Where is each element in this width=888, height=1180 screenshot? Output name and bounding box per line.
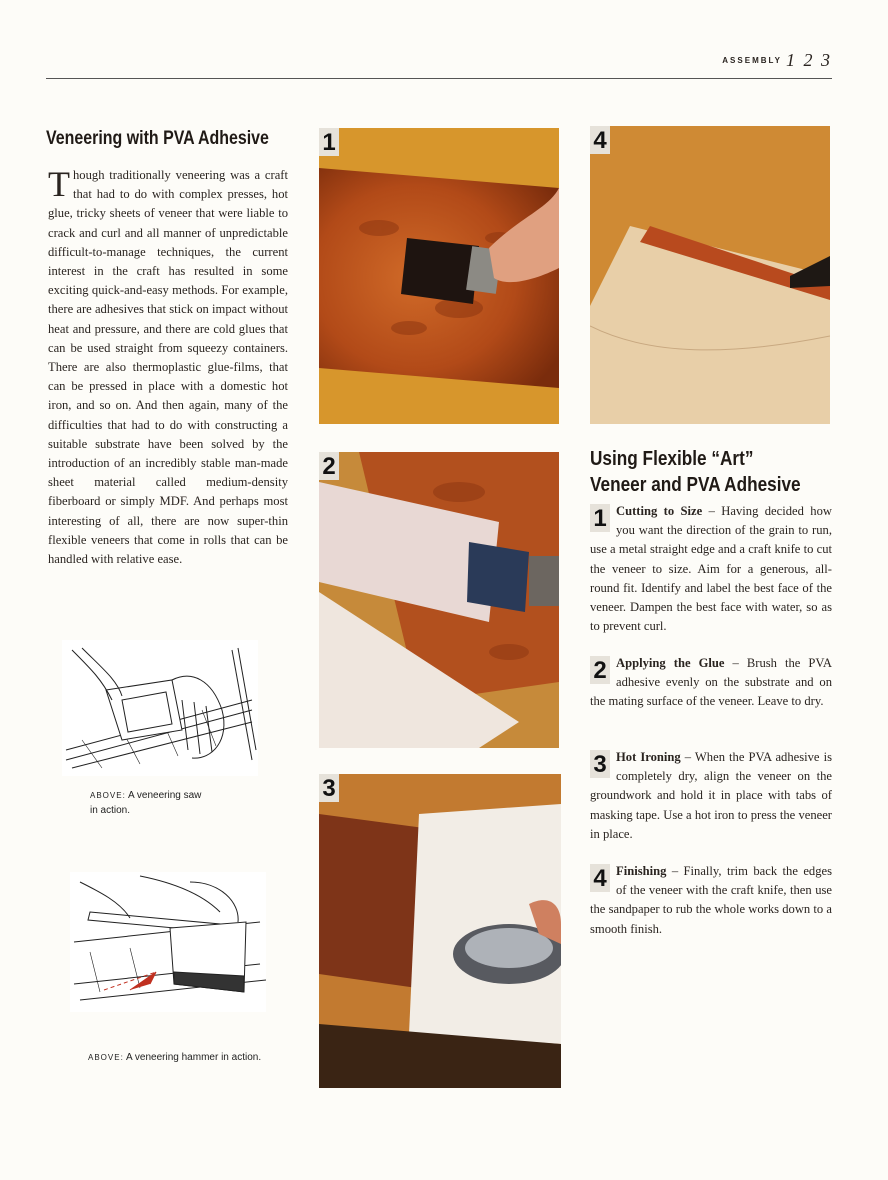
step-3: [590, 748, 832, 844]
step-number: 3: [590, 750, 610, 778]
step-text: – When the PVA adhesive is completely dry, align the veneer on the groundwork and hold it in place with tabs of masking tape. Use a hot iron to press the veneer in place.: [590, 750, 832, 841]
hammer-caption: ABOVE: A veneering hammer in action.: [88, 1052, 262, 1063]
photo-number: 1: [319, 128, 339, 156]
step-number: 1: [590, 504, 610, 532]
step-heading: Applying the Glue: [616, 656, 725, 670]
step-photo-4: [590, 126, 830, 424]
step-4: [590, 862, 832, 939]
step-photo-2: [319, 452, 559, 748]
saw-caption: ABOVE: A veneering saw in action.: [90, 790, 202, 816]
step-2: [590, 654, 832, 712]
step-photo-3: [319, 774, 561, 1088]
step-number: 4: [590, 864, 610, 892]
section-name: ASSEMBLY: [722, 56, 782, 65]
photo-number: 2: [319, 452, 339, 480]
step-number: 2: [590, 656, 610, 684]
step-photo-1: [319, 128, 559, 424]
step-heading: Cutting to Size: [616, 504, 703, 518]
photo-number: 3: [319, 774, 339, 802]
photo-number: 4: [590, 126, 610, 154]
step-text: – Finally, trim back the edges of the veneer with the craft knife, then use the sandpaper to rub the whole works down to a smooth finish.: [590, 864, 832, 936]
page-header: [46, 50, 832, 79]
intro-text: hough traditionally veneering was a craft that had to do with complex presses, hot glue, tricky sheets of veneer that were liable to crack and curl and all manner of unpredictable difficult-to-manage techniques, the current interest in the craft has resulted in some exciting quick-and-easy methods. For example, there are adhesives that stick on impact without heat and pressure, and there are cold glues that can be used straight from squeezy containers. There are also thermoplastic glue-films, that can be pressed in place with a domestic hot iron, and so on. And then again, many of the difficulties that had to do with constructing a suitable substrate have been solved by the introduction of an incredibly stable man-made sheet material called medium-density fiberboard or simply MDF. And perhaps most interesting of all, there are now super-thin flexible veneers that come in rolls that can be handled with relative ease.: [48, 168, 288, 567]
step-text: – Brush the PVA adhesive evenly on the substrate and on the mating surface of the veneer. Leave to dry.: [590, 656, 832, 709]
intro-paragraph: [48, 166, 288, 569]
veneering-saw-illustration: [62, 640, 258, 776]
section-title: Veneering with PVA Adhesive: [46, 128, 269, 149]
page-number: 1 2 3: [786, 50, 832, 70]
step-heading: Finishing: [616, 864, 667, 878]
subsection-title: Using Flexible “Art” Veneer and PVA Adhesive: [590, 448, 801, 496]
veneering-hammer-illustration: [70, 872, 266, 1012]
drop-cap: T: [48, 164, 70, 204]
step-heading: Hot Ironing: [616, 750, 681, 764]
step-text: – Having decided how you want the direction of the grain to run, use a metal straight edge and a craft knife to cut the veneer to size. Aim for a generous, all-round fit. Identify and label the best face of the veneer. Dampen the best face with water, so as to prevent curl.: [590, 504, 832, 634]
step-1: [590, 502, 832, 636]
